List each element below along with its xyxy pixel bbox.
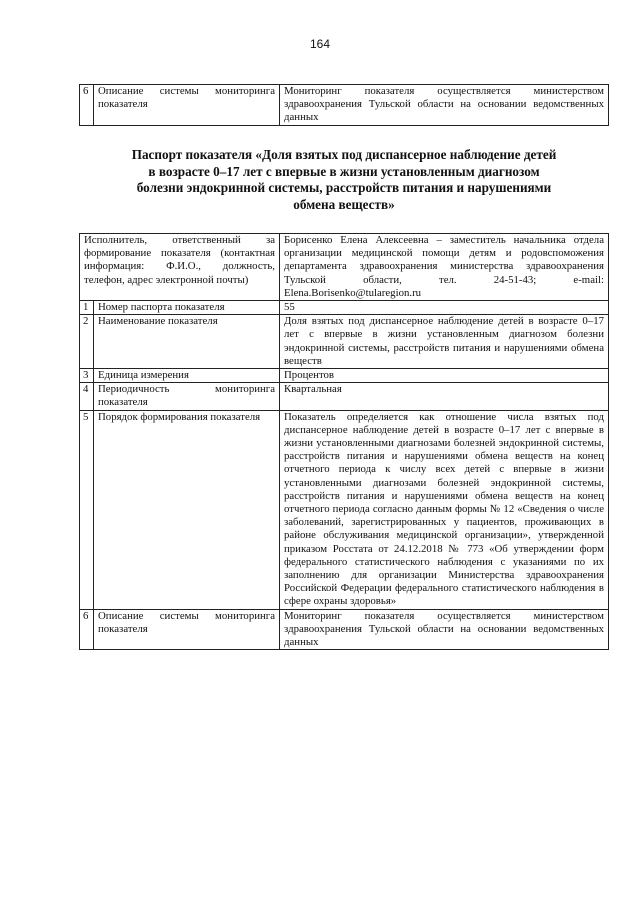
table-row bbox=[80, 85, 609, 126]
row-label: Описание системы мониторинга показателя bbox=[94, 85, 280, 126]
row-label: Единица измерения bbox=[94, 369, 280, 383]
row-number: 5 bbox=[80, 410, 94, 609]
table-row bbox=[80, 410, 609, 609]
row-label: Порядок формирования показателя bbox=[94, 410, 280, 609]
executor-value: Борисенко Елена Алексеевна – заместитель начальника отдела организации медицинской помощи детям и родовспоможения департамента здравоохранения министерства здравоохранения Тульской области, тел. 24-51-43; e-mail: Elena.Borisenko@tularegion.ru bbox=[280, 234, 609, 301]
row-value: 55 bbox=[280, 301, 609, 315]
row-number: 6 bbox=[80, 609, 94, 650]
row-number: 2 bbox=[80, 315, 94, 369]
row-label: Периодичность мониторинга показателя bbox=[94, 383, 280, 410]
table-row bbox=[80, 609, 609, 650]
table-row bbox=[80, 315, 609, 369]
row-label: Номер паспорта показателя bbox=[94, 301, 280, 315]
row-number: 4 bbox=[80, 383, 94, 410]
row-value: Мониторинг показателя осуществляется министерством здравоохранения Тульской области на основании ведомственных данных bbox=[280, 85, 609, 126]
row-label: Описание системы мониторинга показателя bbox=[94, 609, 280, 650]
executor-label: Исполнитель, ответственный за формирование показателя (контактная информация: Ф.И.О., должность, телефон, адрес электронной почты) bbox=[80, 234, 280, 301]
table-row-executor bbox=[80, 234, 609, 301]
row-value: Процентов bbox=[280, 369, 609, 383]
table-row bbox=[80, 301, 609, 315]
row-value: Мониторинг показателя осуществляется министерством здравоохранения Тульской области на основании ведомственных данных bbox=[280, 609, 609, 650]
row-value: Квартальная bbox=[280, 383, 609, 410]
row-label: Наименование показателя bbox=[94, 315, 280, 369]
page-number: 164 bbox=[309, 37, 331, 51]
previous-passport-table-tail bbox=[79, 84, 609, 126]
row-value: Показатель определяется как отношение числа взятых под диспансерное наблюдение детей в возрасте 0–17 лет с впервые в жизни установленными диагнозами болезней эндокринной системы, расстройств питания и нарушениями обмена веществ на конец отчетного периода к числу всех детей с впервые в жизни установленными диагнозами болезней эндокринной системы, расстройств питания и нарушениями обмена веществ на конец отчетного периода согласно данным формы № 12 «Сведения о числе заболеваний, зарегистрированных у пациентов, проживающих в районе обслуживания медицинской организации», утвержденной приказом Росстата от 24.12.2018 № 773 «Об утверждении форм федерального статистического наблюдения с указаниями по их заполнению для организации Министерства здравоохранения Российской Федерации федерального статистического наблюдения в сфере охраны здоровья» bbox=[280, 410, 609, 609]
row-number: 1 bbox=[80, 301, 94, 315]
table-row bbox=[80, 369, 609, 383]
passport-title: Паспорт показателя «Доля взятых под диспансерное наблюдение детей в возрасте 0–17 лет с впервые в жизни установленным диагнозом болезни эндокринной системы, расстройств питания и нарушениями обмена веществ» bbox=[131, 147, 557, 212]
row-number: 6 bbox=[80, 85, 94, 126]
table-row bbox=[80, 383, 609, 410]
passport-table bbox=[79, 233, 609, 650]
row-value: Доля взятых под диспансерное наблюдение детей в возрасте 0–17 лет с впервые в жизни установленным диагнозом болезни эндокринной системы, расстройств питания и нарушениями обмена веществ bbox=[280, 315, 609, 369]
row-number: 3 bbox=[80, 369, 94, 383]
